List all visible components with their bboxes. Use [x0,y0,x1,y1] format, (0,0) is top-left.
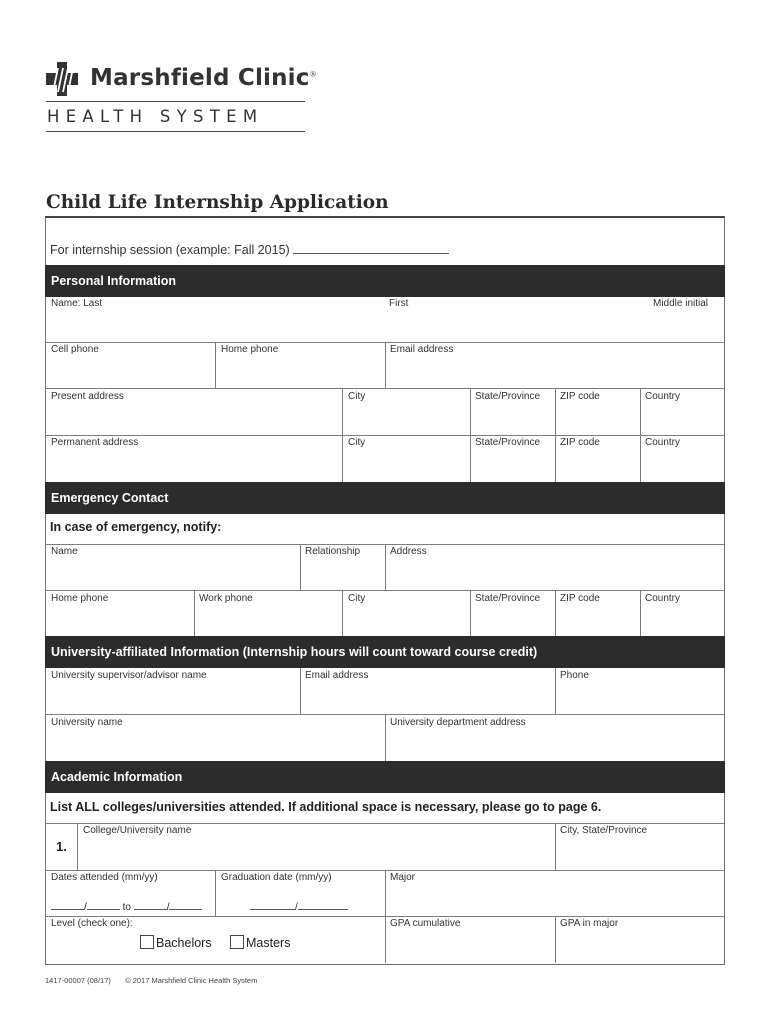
bachelors-checkbox[interactable]: Bachelors [140,935,212,950]
col-divider [194,590,195,636]
checkbox-icon [230,935,244,949]
page-title: Child Life Internship Application [46,192,389,213]
label-zip: ZIP code [560,437,600,448]
graduation-date-input[interactable]: / [250,898,348,913]
logo-divider-bottom [46,131,305,132]
label-emergency-country: Country [645,593,681,604]
label-present-address: Present address [51,391,124,402]
brand-subtitle: HEALTH SYSTEM [47,107,264,126]
col-divider [555,823,556,870]
label-level: Level (check one): [51,918,133,929]
row-divider [45,823,725,824]
label-city: City [348,391,366,402]
footer [45,976,257,985]
copyright: © 2017 Marshfield Clinic Health System [125,976,258,985]
dates-attended-input[interactable]: / to / [51,898,202,913]
col-divider [385,342,386,388]
label-dates-attended: Dates attended (mm/yy) [51,872,158,883]
label-emergency-name: Name [51,546,78,557]
col-divider [77,823,78,870]
label-emergency-address: Address [390,546,427,557]
col-divider [555,916,556,963]
session-prompt: For internship session (example: Fall 2015) [50,242,449,257]
label-permanent-address: Permanent address [51,437,139,448]
label-university-email: Email address [305,670,369,681]
col-divider [555,590,556,636]
academic-instruction: List ALL colleges/universities attended. If additional space is necessary, please go to page 6. [50,800,602,814]
brand-name: Marshfield Clinic® [90,65,317,91]
label-university-name: University name [51,717,123,728]
row-divider [45,388,725,389]
label-city-state: City, State/Province [560,825,648,836]
session-input[interactable] [293,242,449,254]
label-college-name: College/University name [83,825,192,836]
label-name-last: Name: Last [51,298,103,309]
label-major: Major [390,872,416,883]
form-number: 1417-00007 (08/17) [45,976,111,985]
section-personal-information: Personal Information [45,265,725,297]
label-gpa-cumulative: GPA cumulative [390,918,461,929]
label-university-phone: Phone [560,670,589,681]
masters-checkbox[interactable]: Masters [230,935,290,950]
checkbox-icon [140,935,154,949]
label-country: Country [645,391,681,402]
col-divider [300,668,301,714]
label-graduation-date: Graduation date (mm/yy) [221,872,332,883]
label-country: Country [645,437,681,448]
label-middle-initial: Middle initial [653,298,709,309]
col-divider [385,544,386,590]
row-divider [45,590,725,591]
label-cell-phone: Cell phone [51,344,99,355]
col-divider [215,870,216,916]
label-home-phone: Home phone [221,344,279,355]
col-divider [555,668,556,714]
label-emergency-city: City [348,593,366,604]
col-divider [215,342,216,388]
label-state: State/Province [475,391,541,402]
label-emergency-state: State/Province [475,593,541,604]
col-divider [470,590,471,636]
label-emergency-home-phone: Home phone [51,593,109,604]
label-department-address: University department address [390,717,526,728]
label-supervisor: University supervisor/advisor name [51,670,207,681]
logo-divider [46,101,305,102]
form-frame [45,217,725,965]
col-divider [385,714,386,761]
label-zip: ZIP code [560,391,600,402]
label-work-phone: Work phone [199,593,253,604]
emergency-notify-heading: In case of emergency, notify: [50,520,222,534]
section-academic-information: Academic Information [45,761,725,793]
col-divider [300,544,301,590]
label-first: First [389,298,409,309]
marshfield-logo-icon [46,62,78,96]
label-emergency-zip: ZIP code [560,593,600,604]
row-divider [45,916,725,917]
row-number: 1. [56,839,67,854]
section-university-information: University-affiliated Information (Internship hours will count toward course credit) [45,636,725,668]
label-email: Email address [390,344,454,355]
row-divider [45,435,725,436]
label-state: State/Province [475,437,541,448]
label-relationship: Relationship [305,546,361,557]
label-gpa-major: GPA in major [560,918,619,929]
col-divider [640,590,641,636]
col-divider [342,590,343,636]
section-emergency-contact: Emergency Contact [45,482,725,514]
label-city: City [348,437,366,448]
